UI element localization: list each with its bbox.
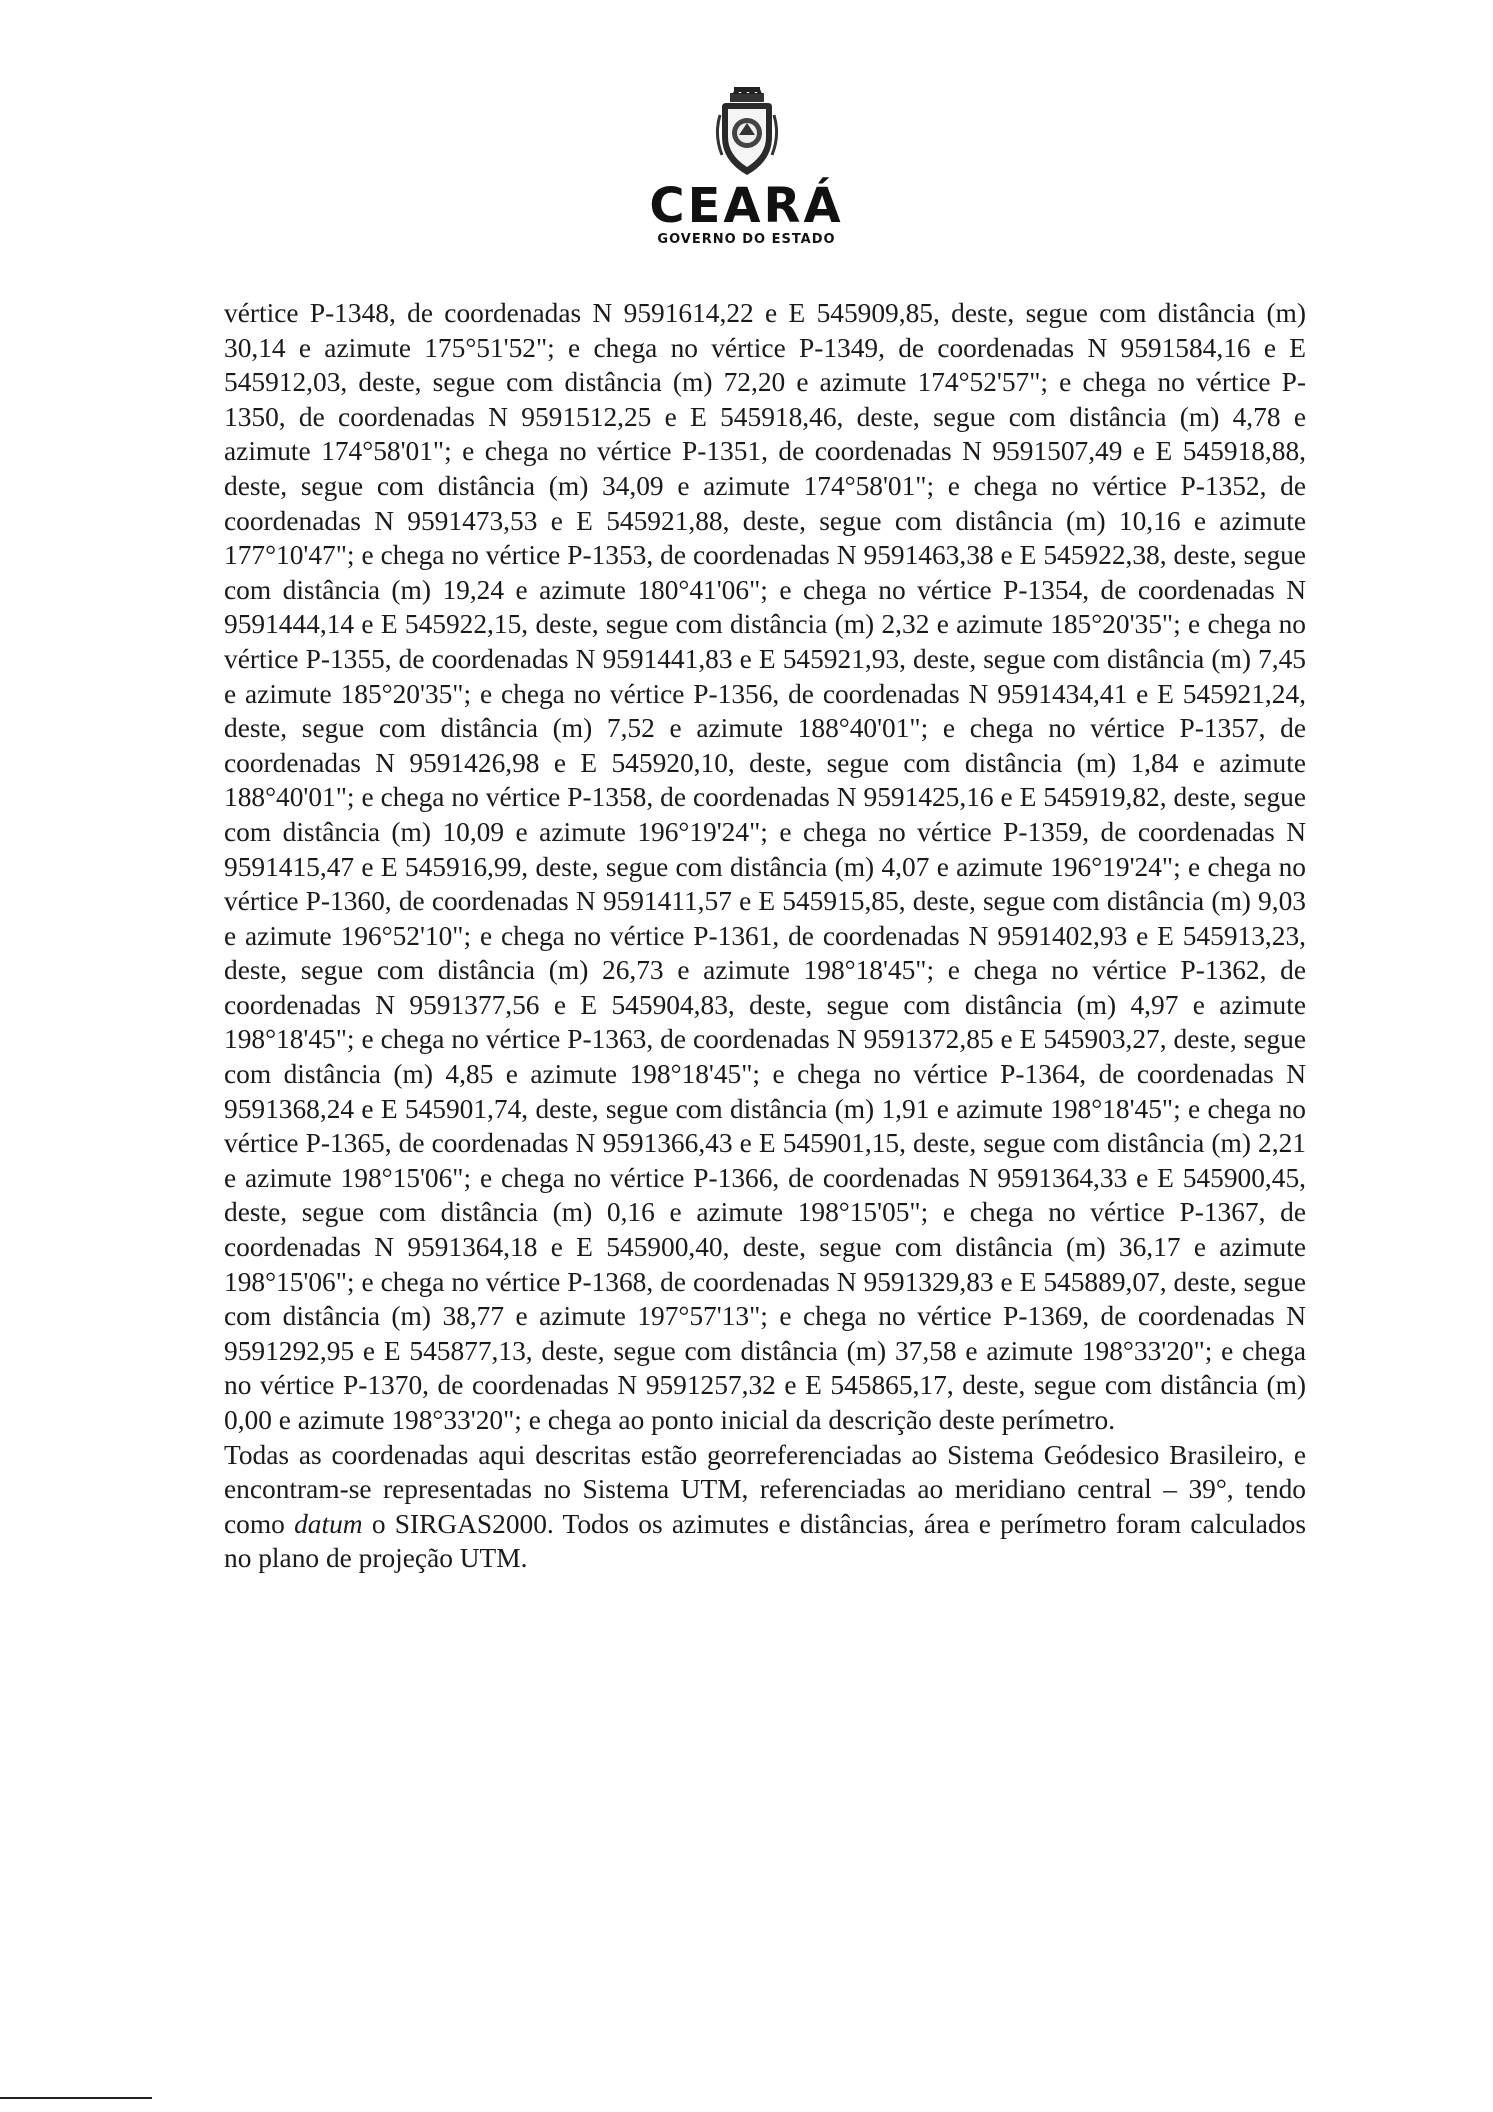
footer-divider [0,2097,152,2099]
perimeter-description: vértice P-1348, de coordenadas N 9591614,22 e E 545909,85, deste, segue com distância (m) 30,14 e azimute 175°51'52"; e chega no vértice P-1349, de coordenadas N 9591584,16 e E 545912,03, deste, segue com distância (m) 72,20 e azimute 174°52'57"; e chega no vértice P-1350, de coordenadas N 9591512,25 e E 545918,46, deste, segue com distância (m) 4,78 e azimute 174°58'01"; e chega no vértice P-1351, de coordenadas N 9591507,49 e E 545918,88, deste, segue com distância (m) 34,09 e azimute 174°58'01"; e chega no vértice P-1352, de coordenadas N 9591473,53 e E 545921,88, deste, segue com distância (m) 10,16 e azimute 177°10'47"; e chega no vértice P-1353, de coordenadas N 9591463,38 e E 545922,38, deste, segue com distância (m) 19,24 e azimute 180°41'06"; e chega no vértice P-1354, de coordenadas N 9591444,14 e E 545922,15, deste, segue com distância (m) 2,32 e azimute 185°20'35"; e chega no vértice P-1355, de coordenadas N 9591441,83 e E 545921,93, deste, segue com distância (m) 7,45 e azimute 185°20'35"; e chega no vértice P-1356, de coordenadas N 9591434,41 e E 545921,24, deste, segue com distância (m) 7,52 e azimute 188°40'01"; e chega no vértice P-1357, de coordenadas N 9591426,98 e E 545920,10, deste, segue com distância (m) 1,84 e azimute 188°40'01"; e chega no vértice P-1358, de coordenadas N 9591425,16 e E 545919,82, deste, segue com distância (m) 10,09 e azimute 196°19'24"; e chega no vértice P-1359, de coordenadas N 9591415,47 e E 545916,99, deste, segue com distância (m) 4,07 e azimute 196°19'24"; e chega no vértice P-1360, de coordenadas N 9591411,57 e E 545915,85, deste, segue com distância (m) 9,03 e azimute 196°52'10"; e chega no vértice P-1361, de coordenadas N 9591402,93 e E 545913,23, deste, segue com distância (m) 26,73 e azimute 198°18'45"; e chega no vértice P-1362, de coordenadas N 9591377,56 e E 545904,83, deste, segue com distância (m) 4,97 e azimute 198°18'45"; e chega no vértice P-1363, de coordenadas N 9591372,85 e E 545903,27, deste, segue com distância (m) 4,85 e azimute 198°18'45"; e chega no vértice P-1364, de coordenadas N 9591368,24 e E 545901,74, deste, segue com distância (m) 1,91 e azimute 198°18'45"; e chega no vértice P-1365, de coordenadas N 9591366,43 e E 545901,15, deste, segue com distância (m) 2,21 e azimute 198°15'06"; e chega no vértice P-1366, de coordenadas N 9591364,33 e E 545900,45, deste, segue com distância (m) 0,16 e azimute 198°15'05"; e chega no vértice P-1367, de coordenadas N 9591364,18 e E 545900,40, deste, segue com distância (m) 36,17 e azimute 198°15'06"; e chega no vértice P-1368, de coordenadas N 9591329,83 e E 545889,07, deste, segue com distância (m) 38,77 e azimute 197°57'13"; e chega no vértice P-1369, de coordenadas N 9591292,95 e E 545877,13, deste, segue com distância (m) 37,58 e azimute 198°33'20"; e chega no vértice P-1370, de coordenadas N 9591257,32 e E 545865,17, deste, segue com distância (m) 0,00 e azimute 198°33'20"; e chega ao ponto inicial da descrição deste perímetro. [224,298,1306,1435]
closing-paragraph [224,1438,1306,1576]
brand-title: CEARÁ [649,178,844,234]
state-coat-of-arms-icon [712,85,782,180]
document-body [224,296,1306,1576]
datum-term: datum [294,1508,363,1539]
closing-text-end: o SIRGAS2000. Todos os azimutes e distâncias, área e perímetro foram calculados no plano de projeção UTM. [224,1508,1307,1574]
letterhead [0,85,1493,247]
brand-subtitle: GOVERNO DO ESTADO [657,232,836,247]
closing-text-start: Todas as coordenadas aqui descritas estão georreferenciadas ao Sistema Geódesico Brasileiro, e encontram-se representadas no Sistema UTM, referenciadas ao meridiano central – 39°, tendo como [224,1439,1306,1539]
